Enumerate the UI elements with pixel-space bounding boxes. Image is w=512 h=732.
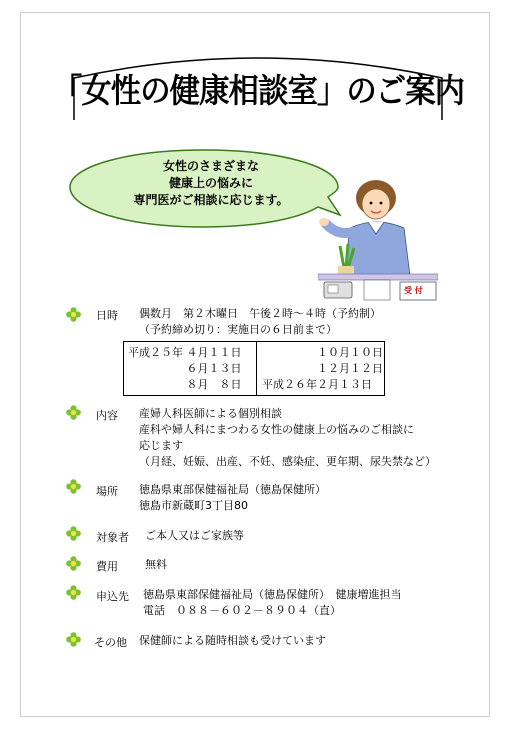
date-cell: ６月１３日 xyxy=(128,362,242,375)
other-label: その他 xyxy=(94,636,127,649)
place-line: 徳島市新蔵町3丁目80 xyxy=(139,499,248,512)
date-cell: 平成２６年２月１３日 xyxy=(262,378,372,391)
flower-icon xyxy=(66,556,81,571)
content-line: （月経、妊娠、出産、不妊、感染症、更年期、尿失禁など） xyxy=(139,455,436,468)
content-line: 産科や婦人科にまつわる女性の健康上の悩みのご相談に xyxy=(139,423,414,436)
place-line: 徳島県東部保健福祉局（徳島保健所） xyxy=(139,483,326,496)
apply-line: 徳島県東部保健福祉局（徳島保健所） 健康増進担当 xyxy=(143,588,402,601)
date-cell: 平成２５年 ４月１１日 xyxy=(128,346,242,359)
fee-text: 無料 xyxy=(145,558,167,571)
flower-icon xyxy=(66,585,81,600)
other-text: 保健師による随時相談も受けています xyxy=(139,634,326,647)
schedule-label: 日時 xyxy=(96,309,118,322)
target-text: ご本人又はご家族等 xyxy=(145,529,244,542)
apply-label: 申込先 xyxy=(96,590,129,603)
fee-label: 費用 xyxy=(96,560,118,573)
flower-icon xyxy=(66,526,81,541)
content-line: 応じます xyxy=(139,439,183,452)
target-label: 対象者 xyxy=(96,531,129,544)
page-title: 「女性の健康相談室」のご案内 xyxy=(51,70,465,110)
date-cell: １０月１０日 xyxy=(262,346,383,359)
apply-line: 電話 ０８８－６０２－８９０４（直） xyxy=(143,604,341,617)
speech-line-3: 専門医がご相談に応じます。 xyxy=(133,193,289,207)
schedule-note: （予約締め切り：実施日の６日前まで） xyxy=(139,323,337,336)
reception-sign-label: 受 付 xyxy=(404,286,423,295)
content-label: 内容 xyxy=(96,409,118,422)
flower-icon xyxy=(66,405,81,420)
flower-icon xyxy=(66,632,81,647)
date-cell: ８月 ８日 xyxy=(128,378,242,391)
speech-line-1: 女性のさまざまな xyxy=(162,159,259,173)
schedule-text: 偶数月 第２木曜日 午後２時～４時（予約制） xyxy=(139,307,381,320)
speech-message xyxy=(96,158,326,209)
dates-divider xyxy=(256,342,257,395)
flower-icon xyxy=(66,307,81,322)
place-label: 場所 xyxy=(96,485,118,498)
content-line: 産婦人科医師による個別相談 xyxy=(139,407,282,420)
date-cell: １２月１２日 xyxy=(262,362,383,375)
flower-icon xyxy=(66,479,81,494)
dates-table xyxy=(123,341,385,396)
speech-line-2: 健康上の悩みに xyxy=(168,176,253,190)
